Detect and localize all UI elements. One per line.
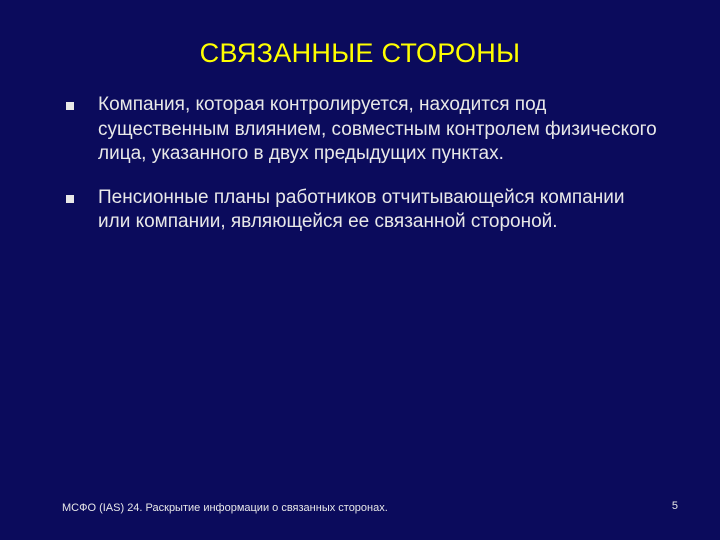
square-bullet-icon (66, 195, 74, 203)
page-number: 5 (671, 500, 678, 512)
bullet-list (62, 93, 662, 254)
slide-footer: МСФО (IAS) 24. Раскрытие информации о связанных сторонах. (62, 502, 388, 514)
slide-title: СВЯЗАННЫЕ СТОРОНЫ (199, 38, 521, 68)
bullet-item (62, 186, 662, 235)
square-bullet-icon (66, 102, 74, 110)
bullet-text: Пенсионные планы работников отчитывающейся компании или компании, являющейся ее связанной стороной. (98, 186, 625, 232)
bullet-text: Компания, которая контролируется, находится под существенным влиянием, совместным контролем физического лица, указанного в двух предыдущих пунктах. (98, 94, 657, 164)
bullet-item (62, 93, 662, 167)
